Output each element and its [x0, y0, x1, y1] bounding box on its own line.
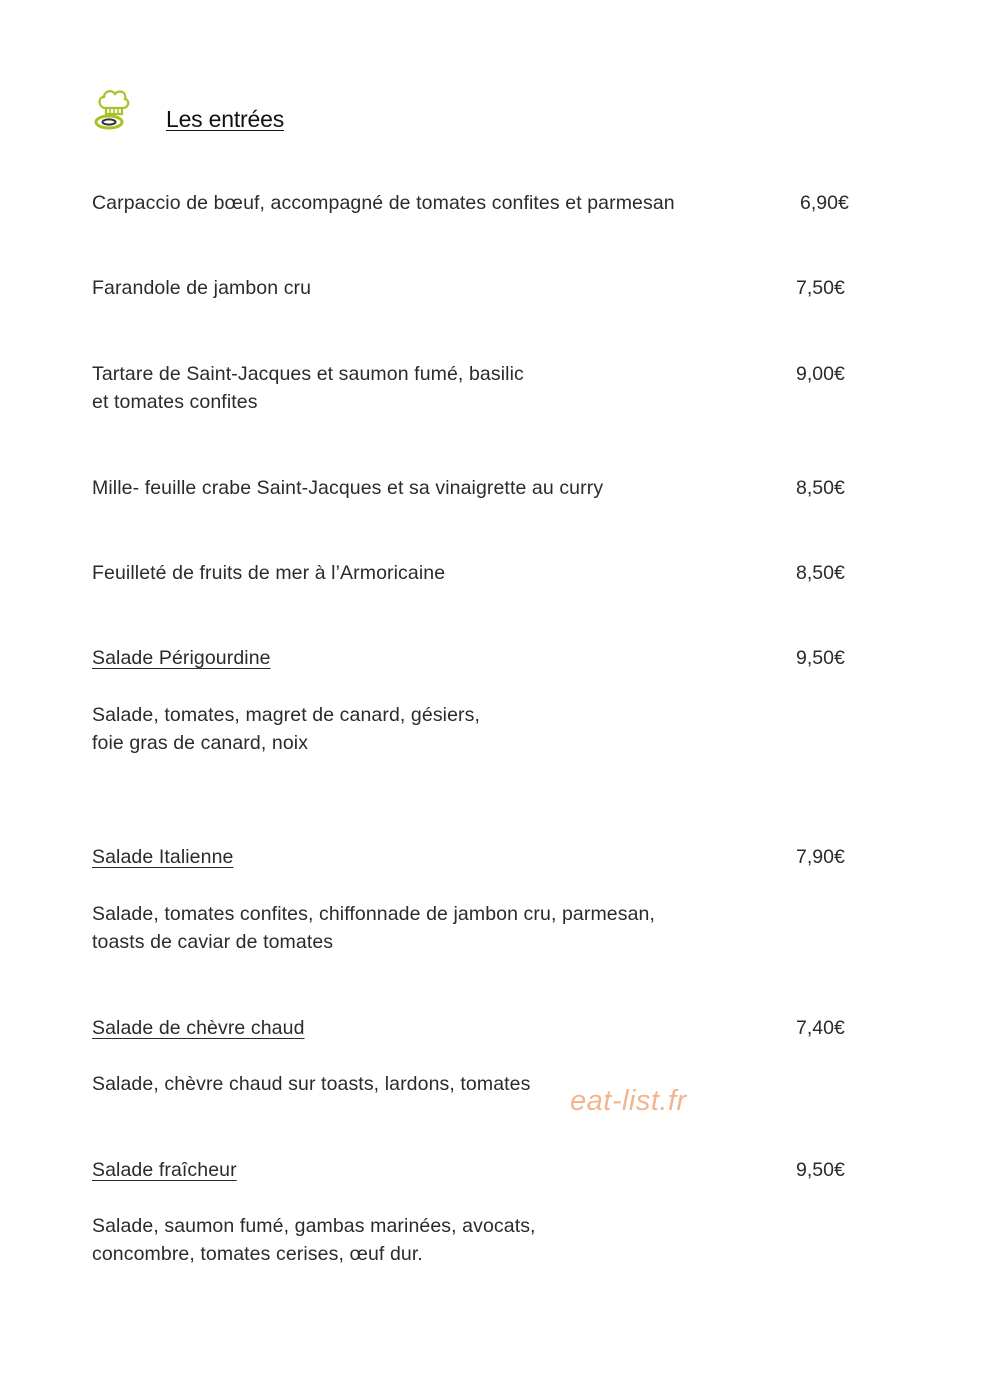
- salad-price: 7,40€: [796, 1017, 845, 1039]
- menu-item-name: Carpaccio de bœuf, accompagné de tomates confites et parmesan: [92, 192, 675, 214]
- menu-item-price: 8,50€: [796, 477, 845, 499]
- salad-price: 9,50€: [796, 647, 845, 669]
- salad-description: Salade, tomates confites, chiffonnade de jambon cru, parmesan,: [92, 903, 656, 925]
- salad-price: 7,90€: [796, 846, 845, 868]
- section-title: Les entrées: [166, 106, 284, 132]
- chef-hat-icon: [92, 86, 132, 132]
- salad-description: Salade, saumon fumé, gambas marinées, avocats,: [92, 1215, 536, 1237]
- salad-name: Salade Italienne: [92, 846, 234, 868]
- watermark: eat-list.fr: [570, 1085, 687, 1117]
- menu-item-name: Mille- feuille crabe Saint-Jacques et sa vinaigrette au curry: [92, 477, 604, 499]
- menu-item-price: 9,00€: [796, 363, 845, 385]
- salad-name: Salade de chèvre chaud: [92, 1017, 305, 1039]
- salad-description: Salade, chèvre chaud sur toasts, lardons, tomates: [92, 1073, 531, 1095]
- salad-name: Salade Périgourdine: [92, 647, 271, 669]
- menu-item-name: Tartare de Saint-Jacques et saumon fumé, basilic: [92, 363, 524, 385]
- salad-description-continued: concombre, tomates cerises, œuf dur.: [92, 1243, 423, 1265]
- salad-price: 9,50€: [796, 1159, 845, 1181]
- menu-item-price: 8,50€: [796, 562, 845, 584]
- salad-description-continued: toasts de caviar de tomates: [92, 931, 334, 953]
- menu-item-price: 6,90€: [800, 192, 849, 214]
- salad-description: Salade, tomates, magret de canard, gésiers,: [92, 704, 481, 726]
- menu-item-name: Feuilleté de fruits de mer à l’Armoricaine: [92, 562, 446, 584]
- menu-item-name: Farandole de jambon cru: [92, 277, 312, 299]
- salad-name: Salade fraîcheur: [92, 1159, 237, 1181]
- salad-description-continued: foie gras de canard, noix: [92, 732, 309, 754]
- menu-item-name-continued: et tomates confites: [92, 391, 258, 413]
- menu-item-price: 7,50€: [796, 277, 845, 299]
